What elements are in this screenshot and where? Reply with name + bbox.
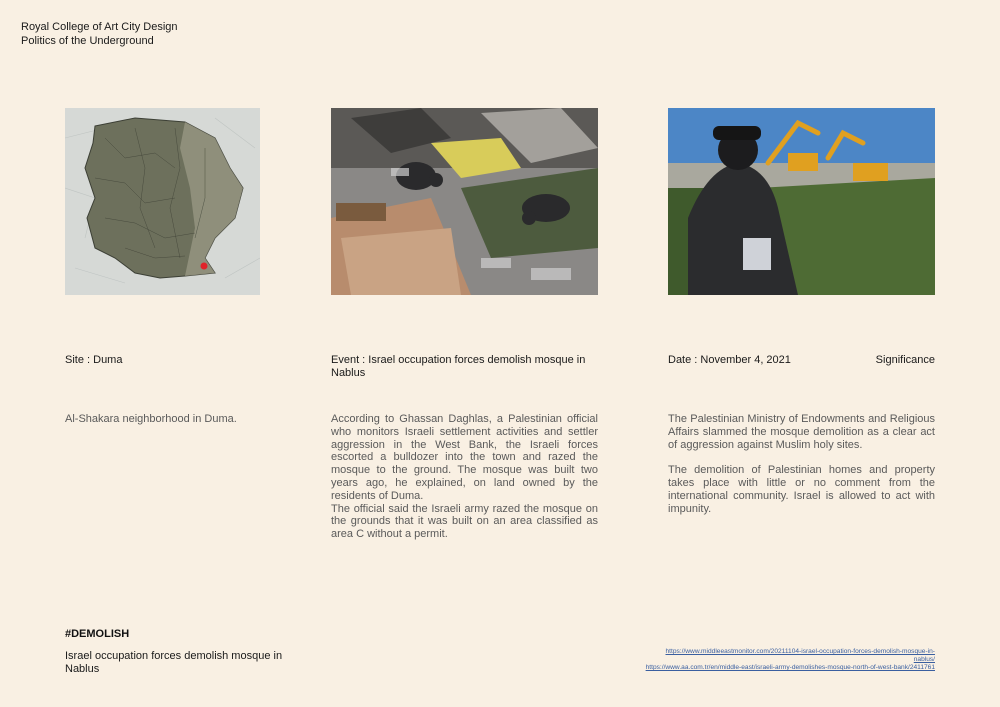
event-label: Event : Israel occupation forces demolish mosque in Nablus bbox=[331, 354, 586, 379]
significance-description bbox=[668, 413, 935, 516]
site-description bbox=[65, 413, 265, 426]
footer-caption: Israel occupation forces demolish mosque in Nablus bbox=[65, 650, 283, 675]
men-praying-on-mosque-rubble-icon bbox=[331, 108, 598, 295]
event-paragraph-1: According to Ghassan Daghlas, a Palestinian official who monitors Israeli settlement activities and settler aggression in the West Bank, the Israeli forces escorted a bulldozer into the town and razed the mosque to the ground. The mosque was built two years ago, he explained, on land owned by the residents of Duma. bbox=[331, 413, 598, 502]
header-institution: Royal College of Art City Design bbox=[21, 21, 178, 33]
source-link-middleeastmonitor[interactable]: https://www.middleeastmonitor.com/20211104-israel-occupation-forces-demolish-mosque-in-nablus/ bbox=[665, 648, 935, 664]
source-links bbox=[645, 648, 935, 673]
rubble-image bbox=[331, 108, 598, 295]
header-block bbox=[21, 21, 178, 48]
police-officer-and-excavators-icon bbox=[668, 108, 935, 295]
map-of-duma-icon bbox=[65, 108, 260, 295]
date-label: Date : November 4, 2021 bbox=[668, 354, 791, 366]
hashtag: #DEMOLISH bbox=[65, 628, 130, 640]
significance-paragraph-2: The demolition of Palestinian homes and property takes place with little or no comment from the international community. Israel is allowed to act with impunity. bbox=[668, 464, 935, 515]
site-label: Site : Duma bbox=[65, 354, 123, 366]
soldier-image bbox=[668, 108, 935, 295]
map-image bbox=[65, 108, 260, 295]
event-paragraph-2: The official said the Israeli army razed the mosque on the grounds that it was built on an area classified as area C without a permit. bbox=[331, 502, 598, 541]
site-description-text: Al-Shakara neighborhood in Duma. bbox=[65, 413, 237, 425]
significance-paragraph-1: The Palestinian Ministry of Endowments and Religious Affairs slammed the mosque demolition as a clear act of aggression against Muslim holy sites. bbox=[668, 413, 935, 451]
header-project: Politics of the Underground bbox=[21, 34, 154, 47]
source-link-aa[interactable]: https://www.aa.com.tr/en/middle-east/israeli-army-demolishes-mosque-north-of-west-bank/2411761 bbox=[645, 664, 935, 672]
significance-label: Significance bbox=[875, 354, 935, 366]
event-description bbox=[331, 413, 598, 541]
